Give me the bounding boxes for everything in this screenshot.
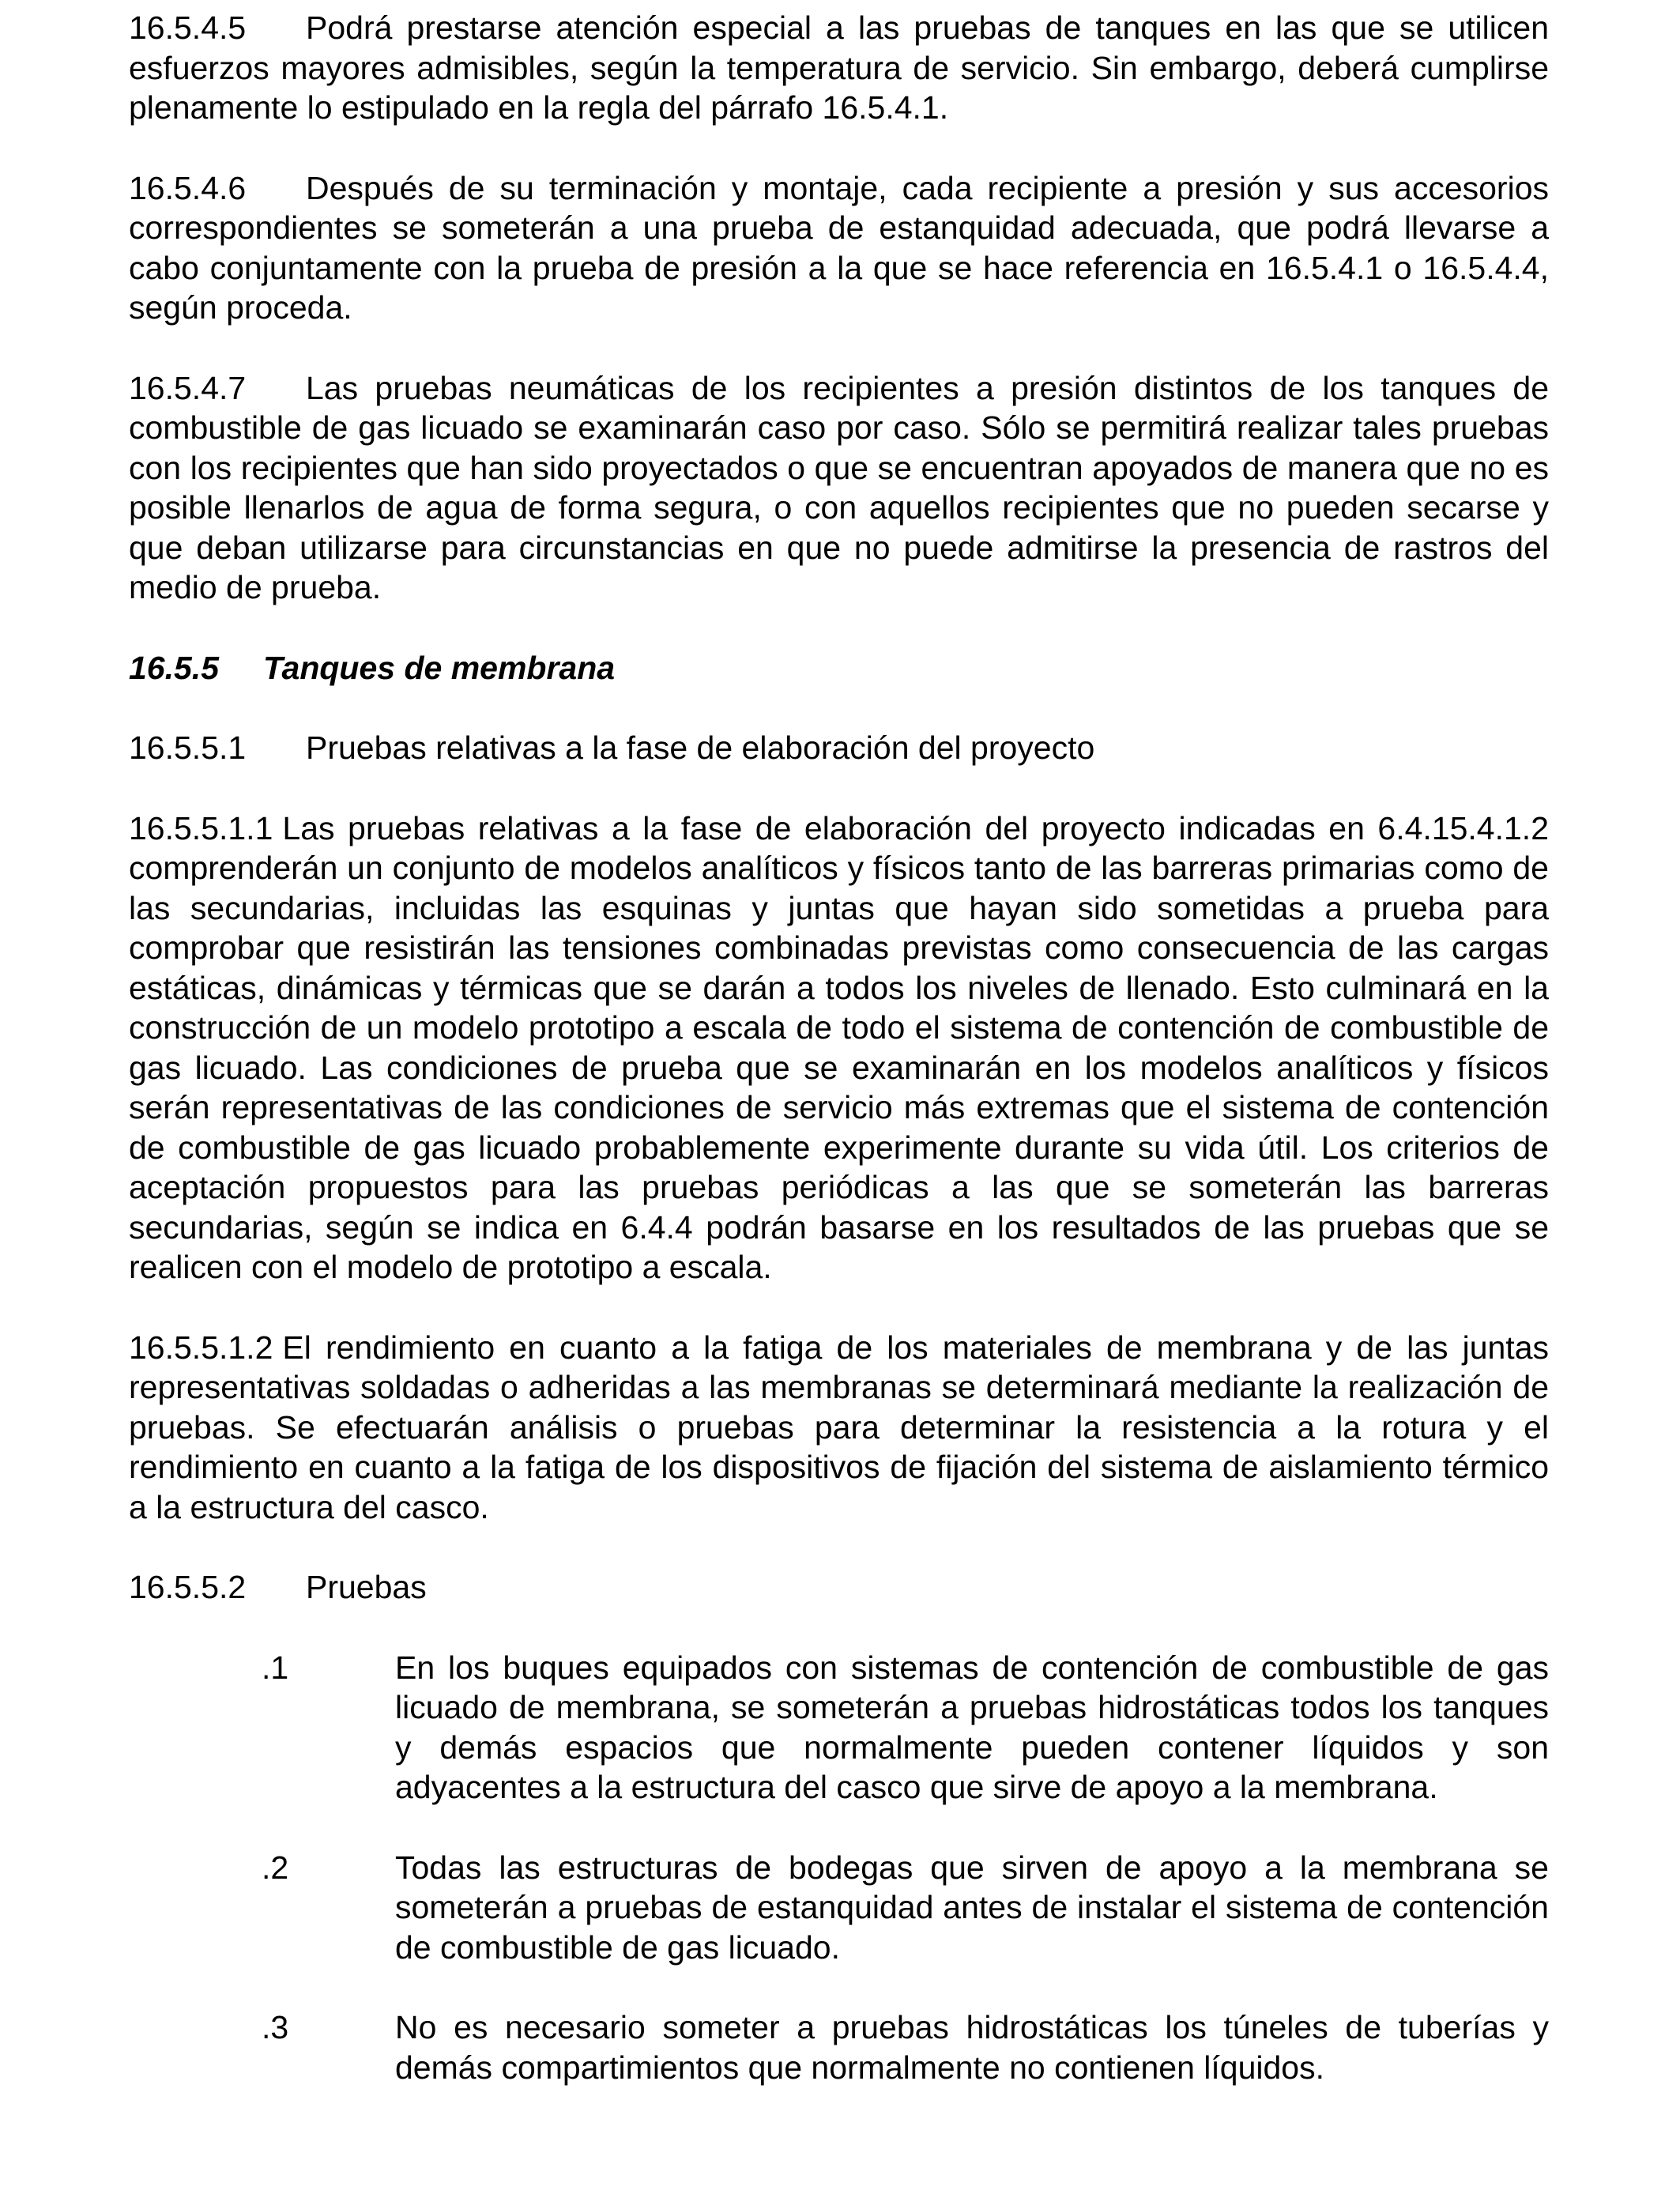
paragraph-text: Las pruebas neumáticas de los recipientes a presión distintos de los tanques de combustible de gas licuado se examinarán caso por caso. Sólo se permitirá realizar tales pruebas con los recipientes que han sido proyectados o que se encuentran apoyados de manera que no es posible llenarlos de agua de forma segura, o con aquellos recipientes que no pueden secarse y que deban utilizarse para circunstancias en que no puede admitirse la presencia de rastros del medio de prueba. (129, 369, 1549, 605)
document-page (129, 8, 1549, 2087)
paragraph-16-5-4-6 (129, 168, 1549, 328)
paragraph-text: Las pruebas relativas a la fase de elaboración del proyecto indicadas en 6.4.15.4.1.2 comprenderán un conjunto de modelos analíticos y físicos tanto de las barreras primarias como de las secundarias, incluidas las esquinas y juntas que hayan sido sometidas a prueba para comprobar que resistirán las tensiones combinadas previstas como consecuencia de las cargas estáticas, dinámicas y térmicas que se darán a todos los niveles de llenado. Esto culminará en la construcción de un modelo prototipo a escala de todo el sistema de contención de combustible de gas licuado. Las condiciones de prueba que se examinarán en los modelos analíticos y físicos serán representativas de las condiciones de servicio más extremas que el sistema de contención de combustible de gas licuado probablemente experimente durante su vida útil. Los criterios de aceptación propuestos para las pruebas periódicas a las que se someterán las barreras secundarias, según se indica en 6.4.4 podrán basarse en los resultados de las pruebas que se realicen con el modelo de prototipo a escala. (129, 809, 1549, 1285)
paragraph-text: Podrá prestarse atención especial a las pruebas de tanques en las que se utilicen esfuerzos mayores admisibles, según la temperatura de servicio. Sin embargo, deberá cumplirse plenamente lo estipulado en la regla del párrafo 16.5.4.1. (129, 9, 1549, 126)
list-item-number: .1 (262, 1649, 289, 1686)
paragraph-16-5-5-2 (129, 1567, 1549, 1608)
paragraph-text: Pruebas (306, 1569, 427, 1605)
heading-number: 16.5.5 (129, 649, 219, 686)
list-item-text: No es necesario someter a pruebas hidrostáticas los túneles de tuberías y demás compartimientos que normalmente no contienen líquidos. (395, 2009, 1549, 2086)
list-item-text: Todas las estructuras de bodegas que sirven de apoyo a la membrana se someterán a pruebas de estanquidad antes de instalar el sistema de contención de combustible de gas licuado. (395, 1849, 1549, 1966)
heading-text: Tanques de membrana (263, 649, 616, 686)
paragraph-16-5-5-1-1 (129, 809, 1549, 1287)
paragraph-text: El rendimiento en cuanto a la fatiga de los materiales de membrana y de las juntas representativas soldadas o adheridas a las membranas se determinará mediante la realización de pruebas. Se efectuarán análisis o pruebas para determinar la resistencia a la rotura y el rendimiento en cuanto a la fatiga de los dispositivos de fijación del sistema de aislamiento térmico a la estructura del casco. (129, 1329, 1549, 1525)
paragraph-number: 16.5.5.1 (129, 729, 247, 766)
paragraph-16-5-4-5 (129, 8, 1549, 128)
paragraph-text: Después de su terminación y montaje, cada recipiente a presión y sus accesorios correspondientes se someterán a una prueba de estanquidad adecuada, que podrá llevarse a cabo conjuntamente con la prueba de presión a la que se hace referencia en 16.5.4.1 o 16.5.4.4, según proceda. (129, 169, 1549, 326)
paragraph-16-5-4-7 (129, 368, 1549, 608)
list-item-2 (129, 1848, 1549, 1968)
list-item-number: .3 (262, 2009, 289, 2045)
paragraph-number: 16.5.5.2 (129, 1569, 247, 1605)
list-item-1 (129, 1648, 1549, 1808)
list-item-number: .2 (262, 1849, 289, 1886)
paragraph-number: 16.5.5.1.2 (129, 1329, 273, 1366)
list-item-text: En los buques equipados con sistemas de contención de combustible de gas licuado de membrana, se someterán a pruebas hidrostáticas todos los tanques y demás espacios que normalmente pueden contener líquidos y son adyacentes a la estructura del casco que sirve de apoyo a la membrana. (395, 1649, 1549, 1805)
paragraph-number: 16.5.4.7 (129, 369, 247, 406)
paragraph-number: 16.5.4.6 (129, 169, 247, 206)
list-item-3 (129, 2007, 1549, 2087)
paragraph-text: Pruebas relativas a la fase de elaboración del proyecto (306, 729, 1095, 766)
section-heading-16-5-5 (129, 648, 1549, 688)
paragraph-number: 16.5.4.5 (129, 9, 247, 46)
paragraph-number: 16.5.5.1.1 (129, 809, 273, 846)
paragraph-16-5-5-1-2 (129, 1328, 1549, 1528)
paragraph-16-5-5-1 (129, 728, 1549, 768)
